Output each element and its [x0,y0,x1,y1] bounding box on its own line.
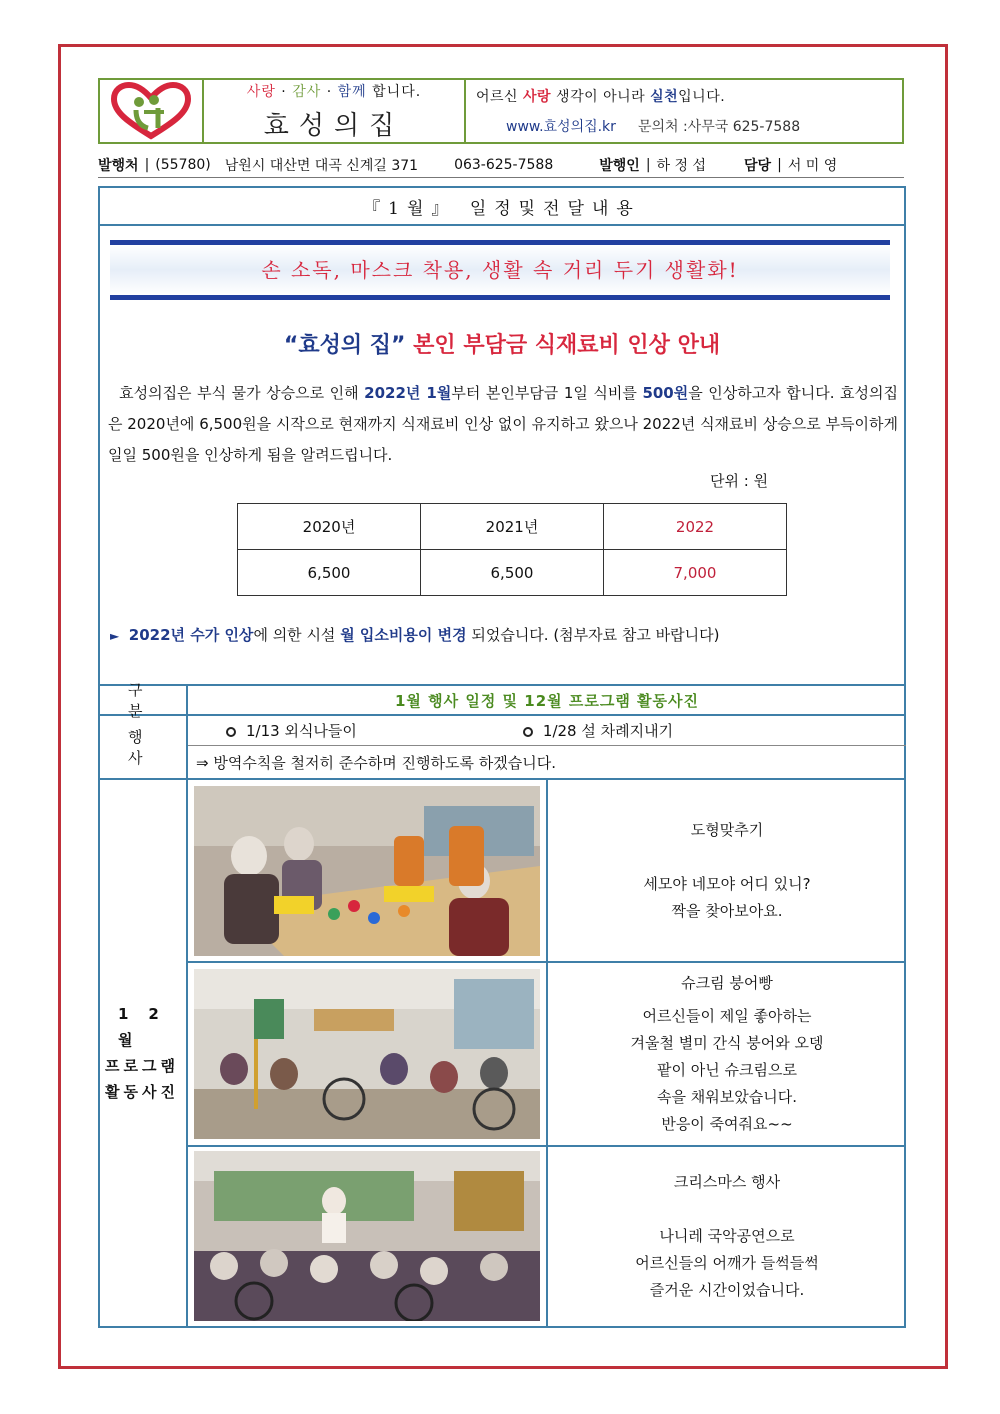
activity-line: 짝을 찾아보아요. [671,901,783,920]
note-text: 에 의한 시설 [253,626,341,644]
activity-title: 크리스마스 행사 [673,1172,781,1191]
table-header: 2020년 [238,504,421,550]
activities-label-photos: 활동사진 [105,1083,179,1101]
circle-bullet-icon [226,727,236,737]
logo [98,78,202,144]
manager-label: 담당 [744,157,772,174]
activities-row [98,778,906,1326]
activity-photo-cream-bungeoppang [194,969,540,1139]
newsletter-header [98,78,904,144]
activity-line: 어르신들의 어깨가 들썩들썩 [635,1253,819,1272]
org-block [202,78,464,144]
circle-bullet-icon [523,727,533,737]
tagline-together: 함께 [337,83,367,100]
section-title: 『1월』 일정및전달내용 [100,188,904,226]
slogan-block [464,78,904,144]
event-text: 1/28 설 차례지내기 [542,722,674,740]
activity-description [548,780,906,961]
activity-line: 반응이 죽여줘요~~ [661,1114,793,1133]
postal-code: (55780) [155,156,211,173]
slogan-part: 생각이 아니라 [551,89,651,105]
activity-line: 속을 채워보았습니다. [657,1087,797,1106]
notice-title [100,328,904,359]
activity-line: 세모야 네모야 어디 있니? [643,874,811,893]
tagline-end: 합니다. [366,83,422,100]
para-text: 효성의집은 부식 물가 상승으로 인해 [119,384,365,402]
events-label: 행사 [98,716,188,778]
slogan-part: 입니다. [678,89,726,105]
schedule-grid [98,681,906,1326]
cost-change-note [110,624,719,645]
activity-line: 나니레 국악공연으로 [659,1226,795,1245]
tagline-thanks: 감사 [292,83,322,100]
event-item [523,720,673,741]
slogan-love: 사랑 [523,89,552,105]
banner-text: 손 소독, 마스크 착용, 생활 속 거리 두기 생활화! [261,258,739,282]
activity-photo-christmas-event [194,1151,540,1321]
event-note: ⇒ 방역수칙을 철저히 준수하며 진행하도록 하겠습니다. [196,753,556,772]
table-cell: 6,500 [238,550,421,596]
manager-name: 서 미 영 [787,157,838,174]
publisher-line: 발행처 | (55780) 남원시 대산면 대곡 신계길 371 063-625-7588 발행인 | 하 정 섭 담당 | 서 미 영 [98,152,904,178]
event-item [226,720,357,741]
table-row [238,550,787,596]
activity-description [548,1147,906,1326]
slogan-act: 실천 [650,89,679,105]
phone: 063-625-7588 [454,156,554,173]
table-header: 2022 [604,504,787,550]
issuer-name: 하 정 섭 [656,157,707,174]
activity-title: 슈크림 붕어빵 [681,973,773,992]
note-highlight: 2022년 수가 인상 [128,626,254,644]
address: 남원시 대산면 대곡 신계길 371 [224,157,419,174]
issuer-label: 발행인 [599,157,640,174]
tagline-sep: · [321,83,338,100]
activity-line: 팥이 아닌 슈크림으로 [657,1060,797,1079]
notice-title-rest: 본인 부담금 식재료비 인상 안내 [405,333,721,358]
tagline-sep: · [275,83,293,100]
para-text: 부터 본인부담금 1일 식비를 [451,384,643,402]
arrow-icon: ► [110,629,120,643]
tagline-love: 사랑 [246,83,276,100]
note-highlight: 월 입소비용이 변경 [340,626,467,644]
schedule-header-row [98,681,906,720]
header-title: 1월 행사 일정 및 12월 프로그램 활동사진 [395,691,699,710]
heart-logo-icon [108,82,194,140]
activity-row [188,1147,906,1326]
table-header-row [238,504,787,550]
slogan [476,86,902,106]
activity-description [548,963,906,1144]
publisher-label: 발행처 [98,157,139,174]
unit-label: 단위 : 원 [710,472,769,490]
main-content [98,186,906,1328]
activity-line: 즐거운 시간이었습니다. [649,1280,805,1299]
org-name: 효성의집 [263,110,405,141]
activity-photo-shape-matching [194,786,540,956]
meal-cost-table [237,503,787,596]
activity-line: 겨울철 별미 간식 붕어와 오뎅 [630,1033,824,1052]
notice-paragraph [108,378,898,471]
activities-label-program: 프로그램 [105,1057,179,1075]
slogan-part: 어르신 [476,89,524,105]
activities-label-month: 12월 [118,1005,179,1049]
safety-banner [110,240,890,300]
activity-line: 어르신들이 제일 좋아하는 [642,1006,812,1025]
activity-row [188,963,906,1146]
table-header: 2021년 [421,504,604,550]
contact-line [476,116,902,136]
website-link[interactable]: www.효성의집.kr [506,119,616,135]
notice-title-quote: “효성의 집” [283,333,406,358]
activity-row [188,780,906,963]
inquiry-text: 문의처 :사무국 625-7588 [637,119,801,135]
activities-label [98,780,188,1326]
table-cell: 7,000 [604,550,787,596]
para-highlight: 2022년 1월 [364,384,452,402]
activity-title: 도형맞추기 [690,820,764,839]
para-text: 을 인상하고자 합니다. 효성의집은 2020년에 6,500원을 시작으로 현재까지 식재료비 인상 없이 유지하고 왔으나 2022년 식재료비 상승으로 부득이하게 일일 500원을 인상하게 됨을 알려드립니다. [108,384,899,464]
table-cell: 6,500 [421,550,604,596]
org-tagline [247,81,421,101]
note-text: 되었습니다. (첨부자료 참고 바랍니다) [466,626,720,644]
event-list [188,716,906,746]
para-highlight: 500원 [642,384,689,402]
header-category: 구분 [98,686,188,714]
events-row [98,714,906,778]
event-text: 1/13 외식나들이 [246,722,357,740]
